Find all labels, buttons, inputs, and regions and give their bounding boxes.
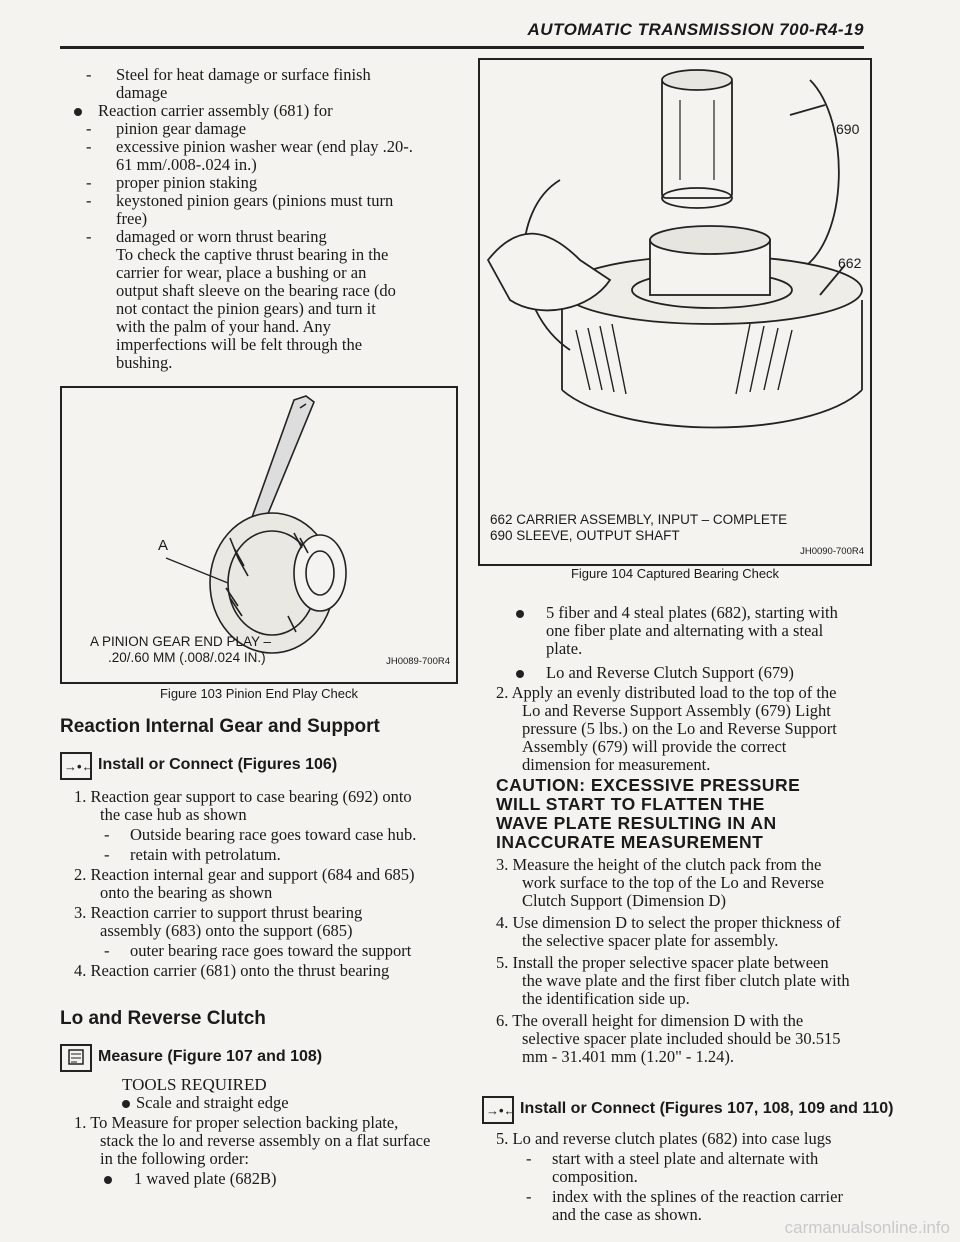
figure-104-label-2: 690 SLEEVE, OUTPUT SHAFT — [490, 528, 680, 543]
svg-text:→•←: →•← — [486, 1103, 517, 1118]
text-line: bushing. — [116, 353, 173, 372]
text-line: 4. Use dimension D to select the proper thickness of — [496, 913, 841, 932]
figure-103-code: JH0089-700R4 — [386, 656, 450, 667]
text-line: Outside bearing race goes toward case hub. — [130, 825, 417, 844]
text-line: 6. The overall height for dimension D with the — [496, 1011, 804, 1030]
caution-line: WAVE PLATE RESULTING IN AN — [496, 813, 777, 833]
figure-104 — [478, 58, 872, 566]
figure-103-label-1: A PINION GEAR END PLAY – — [90, 634, 272, 649]
text-line: onto the bearing as shown — [100, 883, 273, 902]
figure-103 — [60, 386, 458, 684]
figure-103-label-2: .20/.60 MM (.008/.024 IN.) — [108, 650, 266, 665]
text-line: Lo and Reverse Support Assembly (679) Light — [522, 701, 831, 720]
text-line: 3. Reaction carrier to support thrust bearing — [74, 903, 363, 922]
text-line: 5. Lo and reverse clutch plates (682) into case lugs — [496, 1129, 832, 1148]
text-line: and the case as shown. — [552, 1205, 702, 1224]
text-line: the case hub as shown — [100, 805, 247, 824]
text-line: Lo and Reverse Clutch Support (679) — [546, 663, 794, 682]
pinion-end-play-illustration — [62, 388, 456, 618]
bullet-icon — [516, 670, 524, 678]
section-2-steps — [74, 1076, 458, 1188]
text-line: proper pinion staking — [116, 173, 258, 192]
right-final-steps: 5. Lo and reverse clutch plates (682) into case lugs - start with a steel plate and alternate with composition. - index with the splines of the reaction carrier and the case as shown. — [496, 1130, 872, 1224]
text-line: output shaft sleeve on the bearing race (do — [116, 281, 396, 300]
text-line: mm - 31.401 mm (1.20" - 1.24). — [522, 1047, 735, 1066]
text-line: 5 fiber and 4 steal plates (682), starting with — [546, 603, 838, 622]
text-line: composition. — [552, 1167, 638, 1186]
text-line: damage — [116, 83, 168, 102]
left-intro: - Steel for heat damage or surface finish damage Reaction carrier assembly (681) for - pinion gear damage - excessive pinion washer wear (end play .20-. 61 mm/.008-.024 in.) - proper pinion staking - keystoned pinion gears (pinions must turn free) - damaged or worn thrust bearing To check the captive thrust bearing in the carrier for wear, place a bushing or an output shaft sleeve on the bearing race (do not contact the pinion gears) and turn it with the palm of your hand. Any imperfections will be felt through the bushing. — [86, 66, 456, 372]
text-line: not contact the pinion gears) and turn it — [116, 299, 376, 318]
right-text — [496, 604, 872, 774]
subheading-install-107-110: Install or Connect (Figures 107, 108, 109 and 110) — [520, 1100, 894, 1117]
svg-text:→•←: →•← — [64, 759, 95, 774]
bullet-icon — [104, 1176, 112, 1184]
text-line: index with the splines of the reaction carrier — [552, 1187, 843, 1206]
text-line: selective spacer plate included should be 30.515 — [522, 1029, 841, 1048]
figure-103-caption: Figure 103 Pinion End Play Check — [159, 686, 358, 701]
text-line: one fiber plate and alternating with a steal — [546, 621, 824, 640]
text-line: plate. — [546, 639, 583, 658]
text-line: 3. Measure the height of the clutch pack from the — [496, 855, 822, 874]
bullet-icon — [74, 108, 82, 116]
text-line: excessive pinion washer wear (end play .20-. — [116, 137, 413, 156]
captured-bearing-illustration — [480, 60, 870, 500]
subheading-measure-107: Measure (Figure 107 and 108) — [98, 1048, 323, 1065]
text-line: pressure (5 lbs.) on the Lo and Reverse Support — [522, 719, 837, 738]
section-title-reaction-gear: Reaction Internal Gear and Support — [60, 716, 380, 737]
text-line: 5. Install the proper selective spacer plate between — [496, 953, 829, 972]
text-line: with the palm of your hand. Any — [116, 317, 331, 336]
caution-block — [496, 776, 872, 852]
text-line: 1. To Measure for proper selection backing plate, — [74, 1113, 399, 1132]
text-line: Assembly (679) will provide the correct — [522, 737, 787, 756]
text-line: Reaction carrier assembly (681) for — [98, 101, 333, 120]
text-line: To check the captive thrust bearing in the — [116, 245, 389, 264]
page-header: AUTOMATIC TRANSMISSION 700-R4-19 — [527, 20, 864, 39]
text-line: Steel for heat damage or surface finish — [116, 65, 371, 84]
text-line: 4. Reaction carrier (681) onto the thrust bearing — [74, 961, 390, 980]
text-line: assembly (683) onto the support (685) — [100, 921, 353, 940]
bullet-icon — [516, 610, 524, 618]
callout-690: 690 — [836, 121, 860, 137]
figure-104-caption: Figure 104 Captured Bearing Check — [570, 566, 780, 581]
measure-icon — [60, 1044, 92, 1072]
text-line: carrier for wear, place a bushing or an — [116, 263, 367, 282]
text-line: the selective spacer plate for assembly. — [522, 931, 779, 950]
text-line: TOOLS REQUIRED — [122, 1075, 267, 1094]
text-line: pinion gear damage — [116, 119, 247, 138]
text-line: stack the lo and reverse assembly on a flat surface — [100, 1131, 431, 1150]
text-line: imperfections will be felt through the — [116, 335, 363, 354]
caution-line: CAUTION: EXCESSIVE PRESSURE — [496, 775, 801, 795]
install-icon — [60, 752, 95, 780]
watermark-text: carmanualsonline.info — [784, 1218, 950, 1237]
bullet-icon — [122, 1100, 130, 1108]
text-line: the wave plate and the first fiber clutch plate with — [522, 971, 850, 990]
figure-letter-a: A — [158, 537, 169, 554]
right-steps — [496, 856, 872, 1066]
figure-104-label-1: 662 CARRIER ASSEMBLY, INPUT – COMPLETE — [490, 512, 788, 527]
text-line: 2. Apply an evenly distributed load to the top of the — [496, 683, 837, 702]
figure-104-code: JH0090-700R4 — [800, 546, 864, 557]
text-line: work surface to the top of the Lo and Reverse — [522, 873, 824, 892]
text-line: the identification side up. — [522, 989, 690, 1008]
text-line: dimension for measurement. — [522, 755, 711, 774]
caution-line: WILL START TO FLATTEN THE — [496, 794, 765, 814]
text-line: in the following order: — [100, 1149, 249, 1168]
header-rule — [60, 46, 864, 49]
text-line: Clutch Support (Dimension D) — [522, 891, 726, 910]
text-line: 61 mm/.008-.024 in.) — [116, 155, 257, 174]
callout-662: 662 — [838, 255, 862, 271]
section-title-lo-reverse: Lo and Reverse Clutch — [60, 1008, 266, 1029]
text-line: Scale and straight edge — [136, 1093, 289, 1112]
text-line: 1. Reaction gear support to case bearing (692) onto — [74, 787, 412, 806]
text-line: keystoned pinion gears (pinions must turn — [116, 191, 394, 210]
subheading-install-106: Install or Connect (Figures 106) — [98, 756, 338, 773]
text-line: 2. Reaction internal gear and support (684 and 685) — [74, 865, 415, 884]
text-line: 1 waved plate (682B) — [134, 1169, 277, 1188]
install-icon — [482, 1096, 517, 1124]
text-line: free) — [116, 209, 148, 228]
text-line: damaged or worn thrust bearing — [116, 227, 327, 246]
text-line: retain with petrolatum. — [130, 845, 281, 864]
caution-line: INACCURATE MEASUREMENT — [496, 832, 764, 852]
text-line: start with a steel plate and alternate with — [552, 1149, 819, 1168]
section-1-steps: 1. Reaction gear support to case bearing (692) onto the case hub as shown - Outside bearing race goes toward case hub. - retain with petrolatum. 2. Reaction internal gear and support (684 and 685) onto the bearing as shown 3. Reaction carrier to support thrust bearing assembly (683) onto the support (685) - outer bearing race goes toward the support 4. Reaction carrier (681) onto the thrust bearing — [74, 788, 458, 980]
text-line: outer bearing race goes toward the support — [130, 941, 412, 960]
